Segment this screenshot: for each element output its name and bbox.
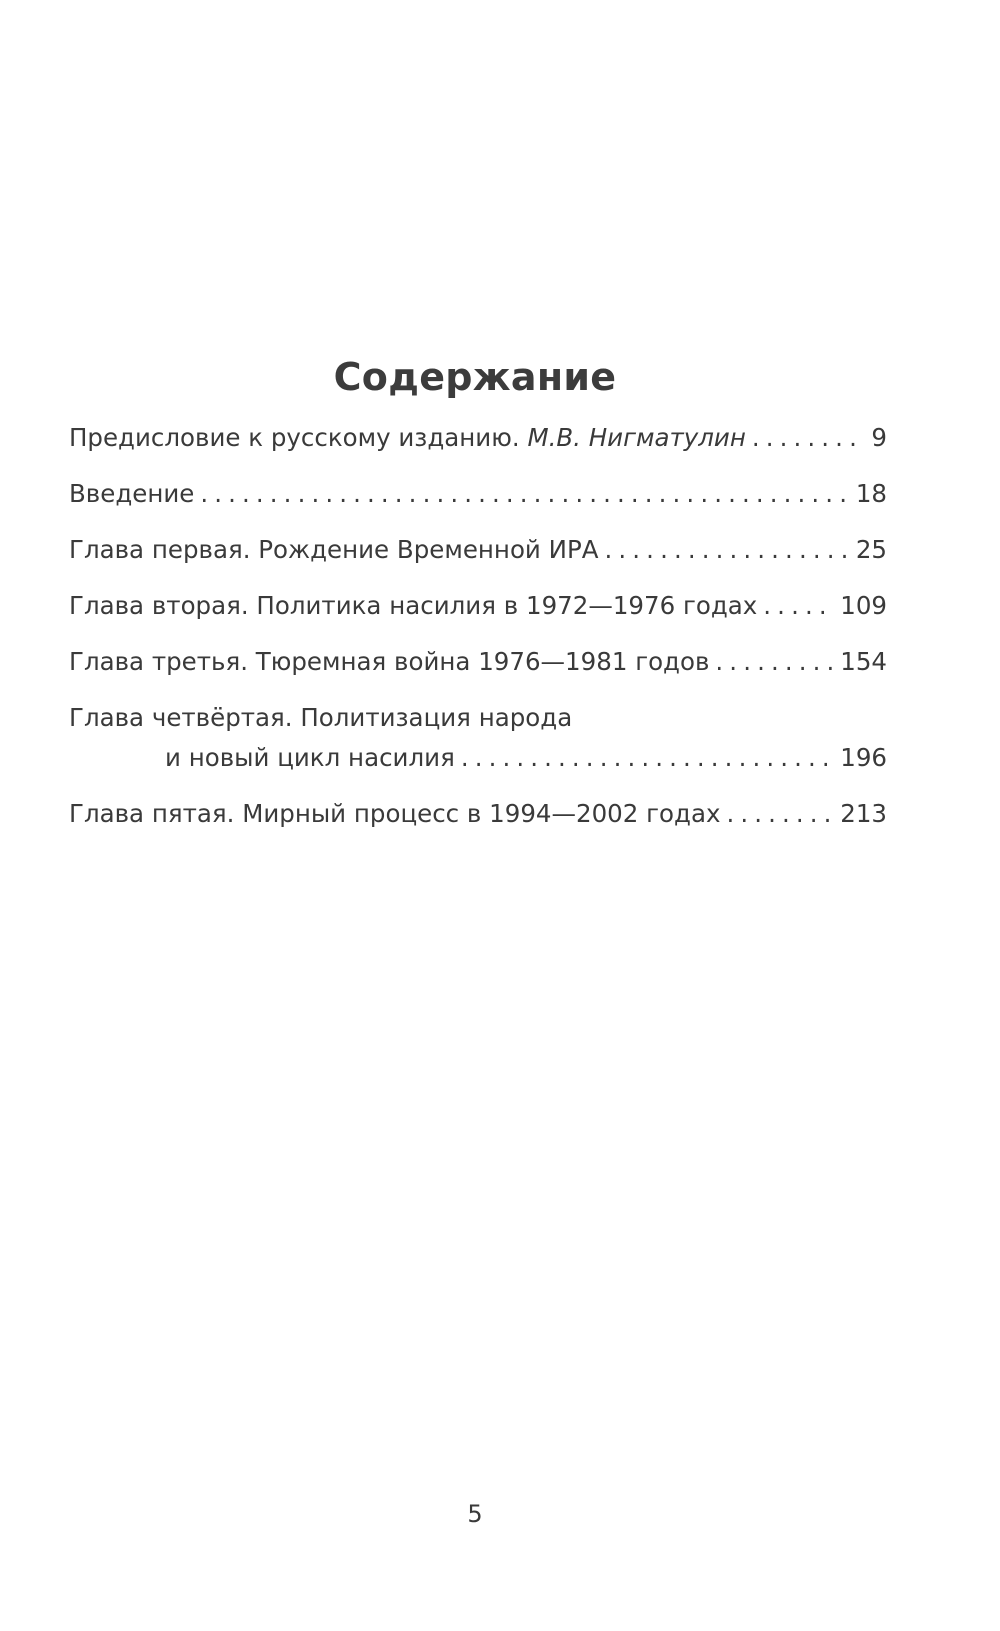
toc-entry-title: Глава вторая. Политика насилия в 1972—1976 годах — [69, 591, 758, 620]
toc-entry-title: Глава первая. Рождение Временной ИРА — [69, 535, 599, 564]
toc-entry-page: 9 — [871, 423, 887, 452]
toc-entry-chapter-1 — [69, 530, 887, 570]
toc-entry-page: 25 — [855, 535, 887, 564]
dot-leader — [726, 794, 834, 834]
toc-entry-chapter-4 — [69, 698, 887, 778]
toc-entry-page: 213 — [840, 799, 887, 828]
toc-entry-page: 109 — [840, 591, 887, 620]
toc-entry-title: Предисловие к русскому изданию. М.В. Нигматулин — [69, 423, 746, 452]
table-of-contents — [69, 418, 887, 850]
dot-leader — [752, 418, 866, 458]
toc-entry-page: 18 — [855, 479, 887, 508]
toc-entry-title-continuation: и новый цикл насилия — [165, 743, 455, 772]
toc-entry-page: 154 — [840, 647, 887, 676]
toc-entry-page: 196 — [840, 743, 887, 772]
toc-entry-author: М.В. Нигматулин — [527, 423, 746, 452]
toc-entry-title: Глава четвёртая. Политизация народа — [69, 703, 573, 732]
toc-entry-chapter-2 — [69, 586, 887, 626]
dot-leader — [715, 642, 834, 682]
toc-entry-preface — [69, 418, 887, 458]
toc-entry-introduction — [69, 474, 887, 514]
page-title: Содержание — [333, 355, 617, 400]
dot-leader — [461, 738, 834, 778]
dot-leader — [605, 530, 850, 570]
page-number: 5 — [467, 1500, 483, 1528]
dot-leader — [763, 586, 834, 626]
toc-entry-chapter-3 — [69, 642, 887, 682]
toc-entry-chapter-5 — [69, 794, 887, 834]
toc-entry-title: Глава пятая. Мирный процесс в 1994—2002 годах — [69, 799, 721, 828]
toc-entry-title: Введение — [69, 479, 195, 508]
dot-leader — [200, 474, 849, 514]
toc-entry-title: Глава третья. Тюремная война 1976—1981 годов — [69, 647, 710, 676]
